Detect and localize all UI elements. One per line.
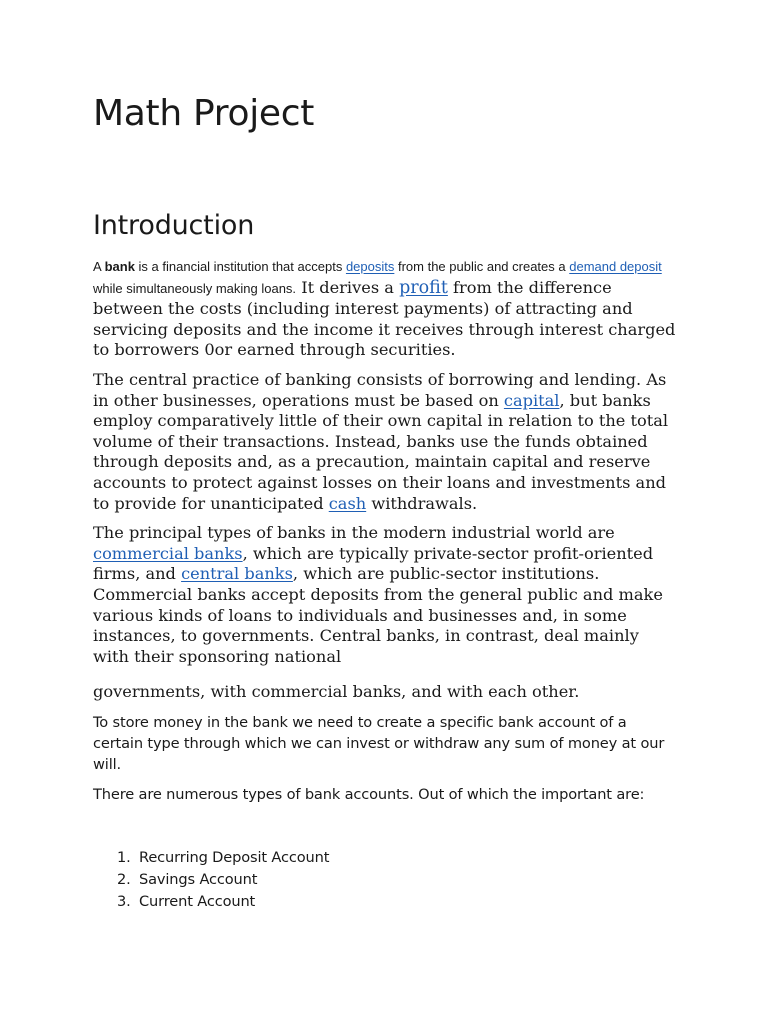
list-item (117, 847, 678, 869)
account-types-list (117, 847, 678, 913)
list-item-number: 3. (117, 892, 131, 910)
account-types-intro: There are numerous types of bank accounts. Out of which the important are: (93, 785, 645, 803)
list-item-label: Recurring Deposit Account (139, 848, 330, 866)
list-item-label: Savings Account (139, 870, 258, 888)
bank-types-text-3: , which are public-sector institutions. Commercial banks accept deposits from the general public and make various kinds of loans to individuals and businesses and, in some instances, to governments. Central banks, in contrast, deal mainly with their sponsoring national (93, 564, 663, 666)
demand-deposit-link[interactable]: demand deposit (569, 259, 662, 274)
list-item-number: 2. (117, 870, 131, 888)
bank-types-text-2: , which are typically private-sector profit-oriented firms, and (93, 543, 654, 584)
list-item-label: Current Account (139, 892, 256, 910)
intro-text-3: while simultaneously making loans. (93, 280, 297, 296)
profit-link[interactable]: profit (399, 277, 448, 298)
bank-types-text-1: The principal types of banks in the modern industrial world are (93, 523, 615, 543)
cash-link[interactable]: cash (328, 493, 367, 513)
intro-text-2: from the public and creates a (394, 259, 570, 274)
document-title: Math Project (93, 93, 315, 134)
capital-link[interactable]: capital (503, 390, 560, 410)
intro-text-5: from the difference between the costs (including interest payments) of attracting and servicing deposits and the income it receives through interest charged to borrowers 0or earned through securities. (93, 277, 676, 360)
intro-text-4: It derives a (296, 277, 400, 297)
governments-line: governments, with commercial banks, and with each other. (93, 682, 580, 702)
central-practice-text-3: withdrawals. (366, 493, 478, 513)
store-money-paragraph: To store money in the bank we need to create a specific bank account of a certain type through which we can invest or withdraw any sum of money at our will. (93, 713, 665, 773)
commercial-banks-link[interactable]: commercial banks (93, 543, 243, 563)
intro-text-a: A (93, 259, 105, 274)
bank-types-paragraph (93, 523, 678, 667)
intro-paragraph (93, 256, 678, 361)
central-banks-link[interactable]: central banks (181, 564, 293, 584)
intro-text-1: is a financial institution that accepts (134, 259, 346, 274)
central-practice-text-2: , but banks employ comparatively little of their own capital in relation to the total volume of their transactions. Instead, banks use the funds obtained through deposits and, as a precaution, maintain capital and reserve accounts to protect against losses on their loans and investments and to provide for unanticipated (93, 390, 669, 513)
bank-bold-term: bank (104, 259, 135, 274)
list-item-number: 1. (117, 848, 131, 866)
central-practice-text-1: The central practice of banking consists of borrowing and lending. As in other businesses, operations must be based on (93, 369, 667, 410)
central-practice-paragraph (93, 370, 678, 514)
section-heading-introduction: Introduction (93, 210, 255, 241)
deposits-link[interactable]: deposits (345, 259, 395, 274)
list-item (117, 891, 678, 913)
document-body (93, 256, 678, 913)
list-item (117, 869, 678, 891)
